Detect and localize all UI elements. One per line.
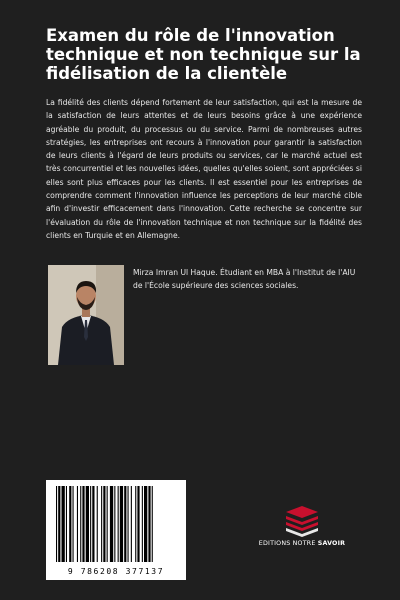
barcode-bar (114, 486, 115, 562)
barcode-bar (148, 486, 150, 562)
publisher-logo (252, 504, 352, 554)
publisher-name (252, 540, 352, 547)
barcode-bar (120, 486, 123, 562)
barcode-bar (103, 486, 105, 562)
book-stack-icon (252, 504, 352, 538)
isbn-barcode (46, 480, 186, 580)
barcode-bar (135, 486, 136, 562)
barcode-bar (62, 486, 65, 562)
barcode-bar (107, 486, 108, 562)
barcode-bar (101, 486, 102, 562)
author-photo (48, 265, 124, 365)
barcode-bar (124, 486, 126, 562)
barcode-bar (144, 486, 147, 562)
barcode-bar (66, 486, 67, 562)
barcode-bar (92, 486, 94, 562)
barcode-bar (56, 486, 57, 562)
barcode-bar (118, 486, 119, 562)
barcode-bar (110, 486, 113, 562)
barcode-bar (90, 486, 91, 562)
barcode-bar (69, 486, 71, 562)
barcode-bar (137, 486, 139, 562)
barcode-digits: 9 786208 377137 (67, 567, 165, 576)
barcode-bar (82, 486, 84, 562)
author-bio: Mirza Imran Ul Haque. Étudiant en MBA à l'Institut de l'AIU de l'École supérieure des sciences sociales. (133, 268, 356, 291)
publisher-name-light: EDITIONS NOTRE (258, 540, 318, 547)
barcode-bar (152, 486, 153, 562)
barcode-bars (46, 480, 186, 566)
barcode-bar (73, 486, 74, 562)
barcode-bar (142, 486, 143, 562)
back-cover-blurb: La fidélité des clients dépend fortement de leur satisfaction, qui est la mesure de la satisfaction de leurs attentes et de leurs besoins grâce à une expérience agréable du produit, du processus ou du service. Parmi de nombreuses autres stratégies, les entreprises ont recours à l'innovation pour garantir la satisfaction de leurs clients à l'égard de leurs produits ou services, car le marché actuel est très concurrentiel et les nouvelles idées, quelles qu'elles soient, sont appréciées si elles sont plus efficaces pour les clients. Il est essentiel pour les entreprises de comprendre comment l'innovation influence les perceptions de leur marché cible afin d'investir efficacement dans l'innovation. Cette recherche se concentre sur l'évaluation du rôle de l'innovation technique et non technique sur la fidélité des clients en Turquie et en Allemagne. (46, 98, 362, 240)
barcode-bar (128, 486, 129, 562)
publisher-name-bold: SAVOIR (317, 540, 346, 547)
barcode-bar (77, 486, 78, 562)
barcode-bar (58, 486, 60, 562)
barcode-bar (97, 486, 98, 562)
barcode-bar (80, 486, 81, 562)
barcode-bar (131, 486, 132, 562)
barcode-bar (86, 486, 89, 562)
book-title: Examen du rôle de l'innovation technique et non technique sur la fidélisation de la clientèle (46, 26, 361, 83)
